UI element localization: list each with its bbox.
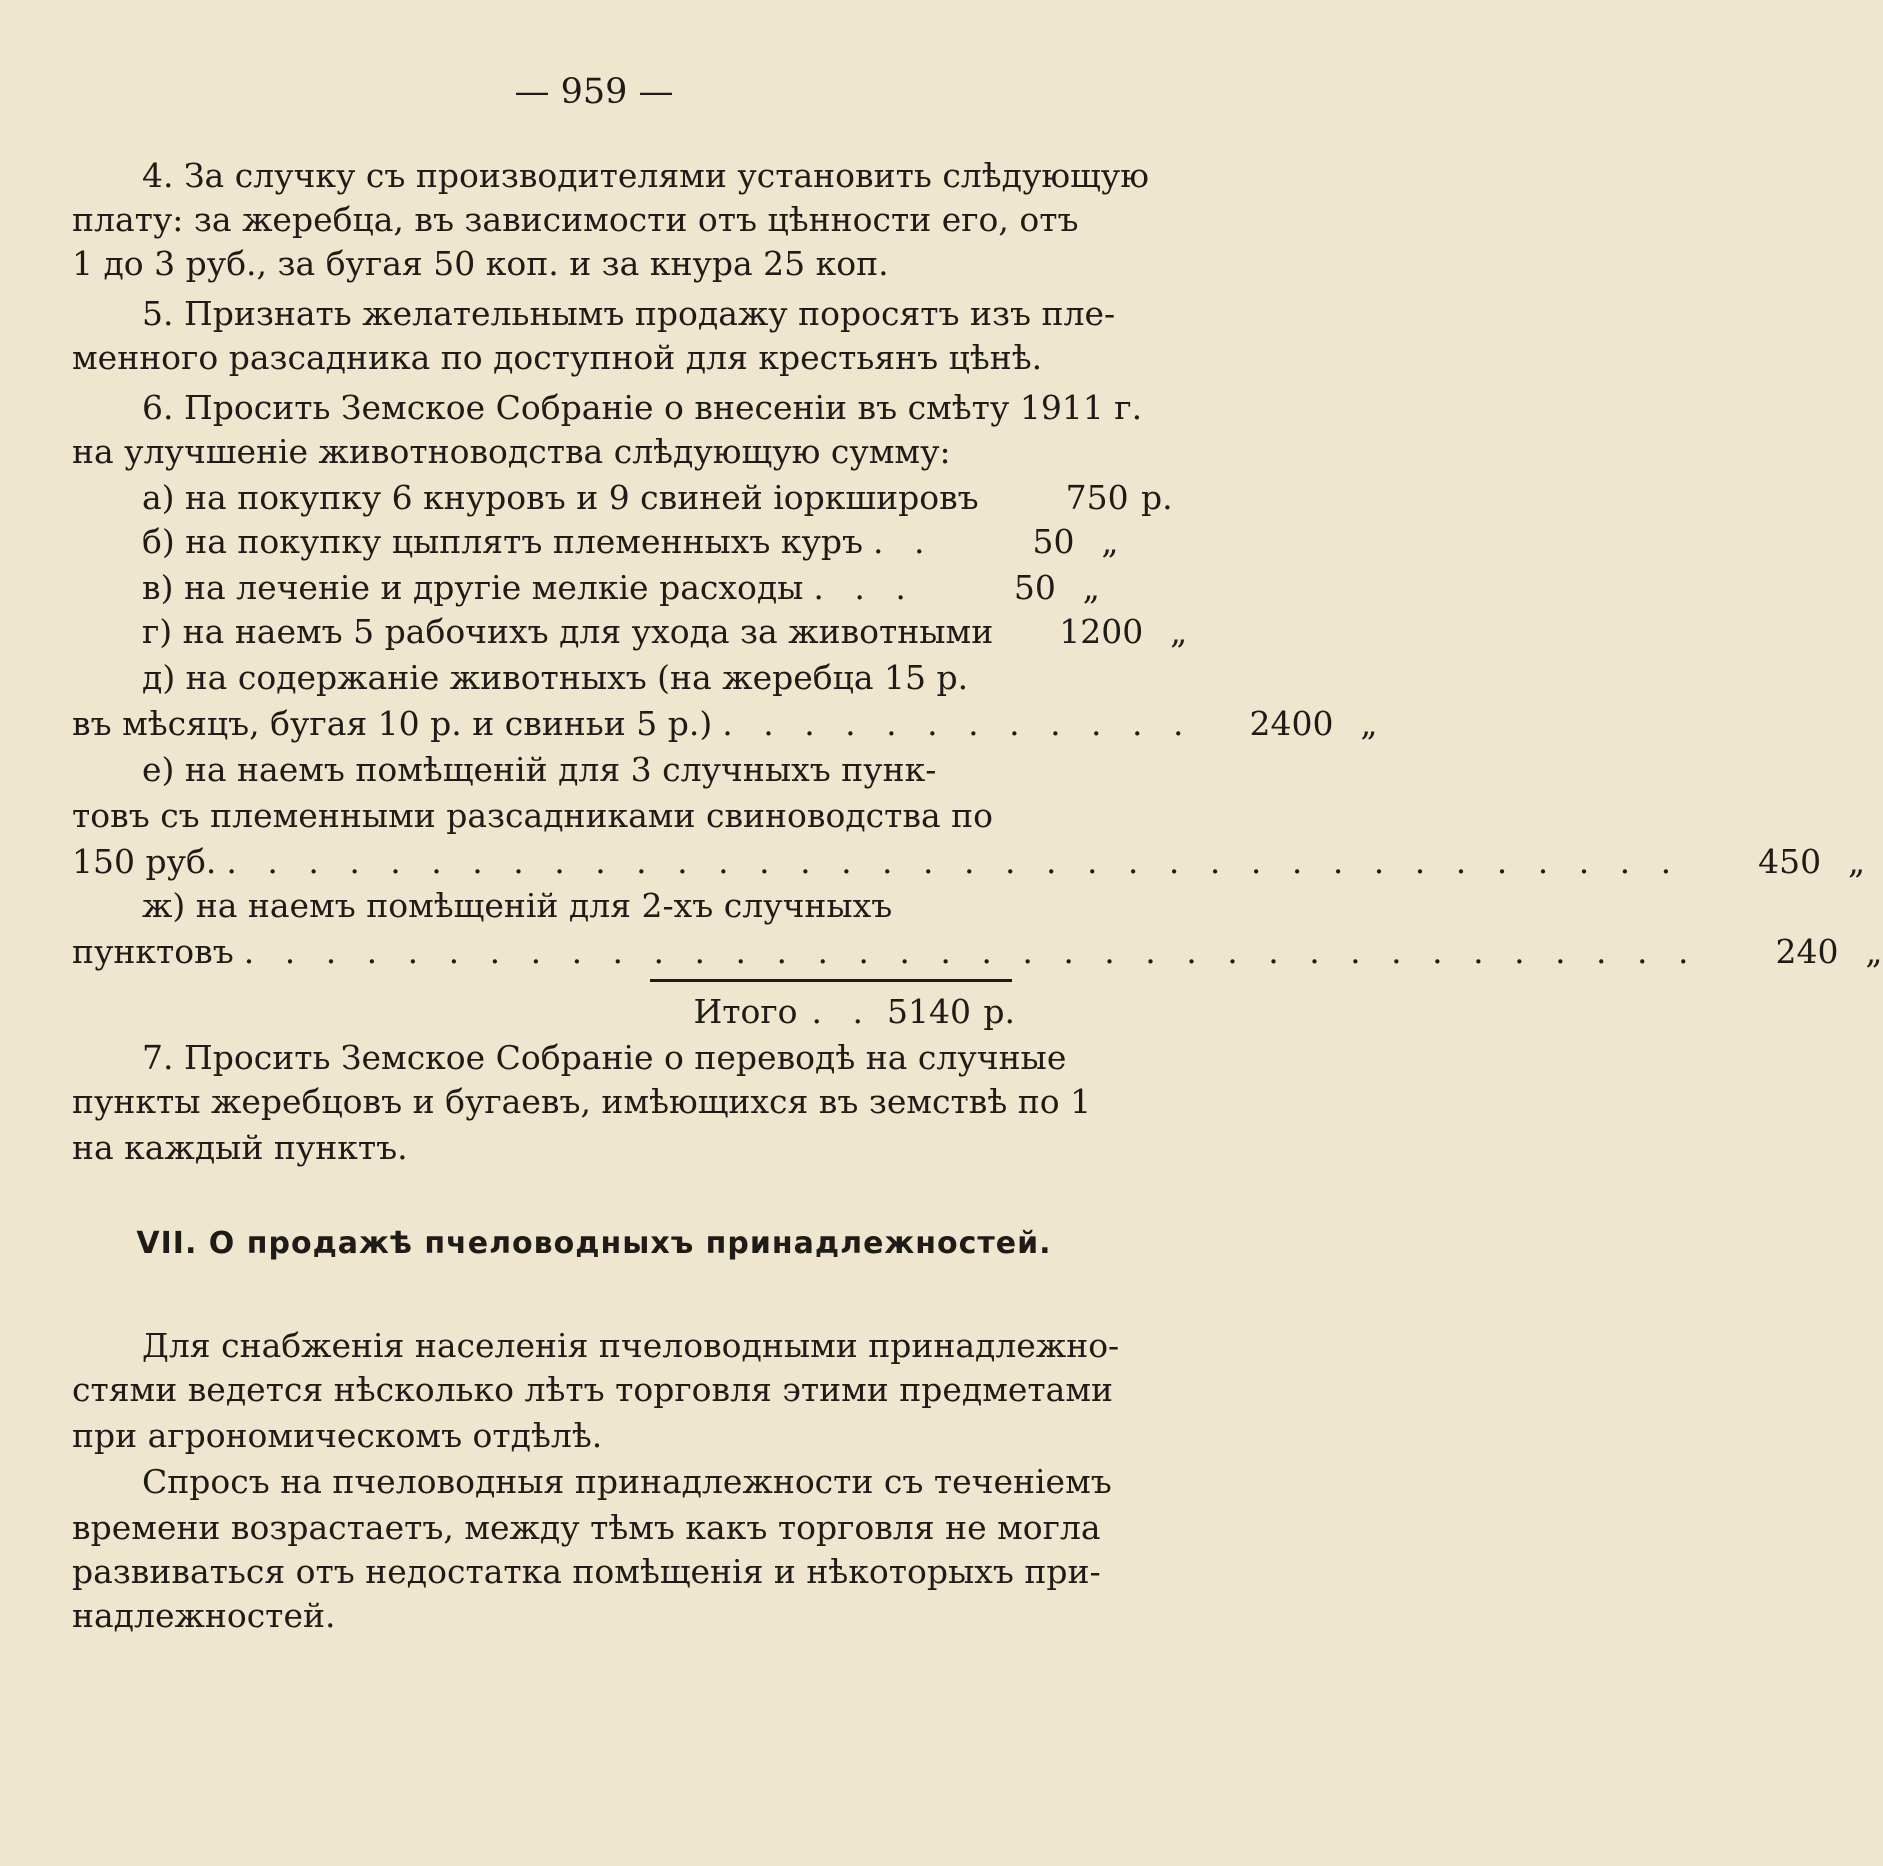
para4-line-1: 4. За случку съ производителями установить слѣдующую [142,156,1149,195]
para9-line-2: времени возрастаетъ, между тѣмъ какъ торговля не могла [72,1508,1101,1547]
page-number: — 959 — [514,72,674,112]
budget-item-unit: р. [1141,478,1173,517]
budget-item-label: въ мѣсяцъ, бугая 10 р. и свиньи 5 р.) [72,704,713,743]
para9-line-4: надлежностей. [72,1596,336,1635]
section-heading: VII. О продажѣ пчеловодныхъ принадлежностей. [136,1226,1052,1261]
para5-line-1: 5. Признать желательнымъ продажу поросятъ изъ пле- [142,294,1116,333]
budget-item-amount: 450 [1758,842,1822,881]
para5-line-2: менного разсадника по доступной для крестьянъ цѣнѣ. [72,338,1043,377]
budget-item-label: б) на покупку цыплятъ племенныхъ куръ [142,522,864,561]
para8-line-2: стями ведется нѣсколько лѣтъ торговля этими предметами [72,1370,1113,1409]
para9-line-3: развиваться отъ недостатка помѣщенія и нѣкоторыхъ при- [72,1552,1101,1591]
budget-item-label: а) на покупку 6 кнуровъ и 9 свиней іоркшировъ [142,478,979,517]
budget-item-amount: 50 [1032,522,1075,561]
total-unit: р. [983,992,1015,1031]
budget-item-amount: 2400 [1249,704,1334,743]
para7-line-3: на каждый пунктъ. [72,1128,408,1167]
para9-line-1: Спросъ на пчеловодныя принадлежности съ теченіемъ [142,1462,1112,1501]
budget-total: Итого . . 5140 р. [650,990,1015,1034]
para8-line-1: Для снабженія населенія пчеловодными принадлежно- [142,1326,1120,1365]
budget-item-label: 150 руб. [72,842,217,881]
budget-item-e-line-1: е) на наемъ помѣщеній для 3 случныхъ пунк- [142,750,937,789]
budget-item-unit: „ [1360,704,1378,743]
budget-item-e: 150 руб. . . . . . . . . . . . . . . . . . . . . . . . . . . . . . . . . . . . . 450 „ [72,840,1015,884]
total-label: Итого [693,992,798,1031]
budget-item-unit: „ [1101,522,1119,561]
budget-item-a [72,476,1173,520]
budget-item-unit: „ [1170,612,1188,651]
budget-item-label: г) на наемъ 5 рабочихъ для ухода за животными [142,612,994,651]
budget-item-unit: „ [1082,568,1100,607]
budget-item-unit: „ [1848,842,1866,881]
budget-item-amount: 1200 [1059,612,1144,651]
total-amount: 5140 [887,992,971,1031]
budget-item-label: в) на леченіе и другіе мелкіе расходы [142,568,804,607]
budget-item-g [72,610,1188,654]
total-rule [650,979,1012,982]
budget-item-e-line-2: товъ съ племенными разсадниками свиноводства по [72,796,993,835]
para8-line-3: при агрономическомъ отдѣлѣ. [72,1416,603,1455]
para7-line-2: пункты жеребцовъ и бугаевъ, имѣющихся въ земствѣ по 1 [72,1082,1092,1121]
budget-item-unit: „ [1865,932,1883,971]
para4-line-3: 1 до 3 руб., за бугая 50 коп. и за кнура 25 коп. [72,244,889,283]
para6-line-2: на улучшеніе животноводства слѣдующую сумму: [72,432,951,471]
budget-item-v: в) на леченіе и другіе мелкіе расходы . . . 50 „ [72,566,1015,610]
budget-item-zh-line-1: ж) на наемъ помѣщеній для 2-хъ случныхъ [142,886,893,925]
para4-line-2: плату: за жеребца, въ зависимости отъ цѣнности его, отъ [72,200,1079,239]
budget-item-zh: пунктовъ . . . . . . . . . . . . . . . . . . . . . . . . . . . . . . . . . . . . 240 „ [72,930,1015,974]
para7-line-1: 7. Просить Земское Собраніе о переводѣ на случные [142,1038,1067,1077]
budget-item-amount: 240 [1775,932,1839,971]
budget-item-d-line-1: д) на содержаніе животныхъ (на жеребца 15 р. [142,658,969,697]
budget-item-amount: 50 [1013,568,1056,607]
para6-line-1: 6. Просить Земское Собраніе о внесеніи въ смѣту 1911 г. [142,388,1143,427]
budget-item-d: въ мѣсяцъ, бугая 10 р. и свиньи 5 р.) . . . . . . . . . . . . 2400 „ [72,702,1015,746]
budget-item-amount: 750 [1065,478,1129,517]
budget-item-label: пунктовъ [72,932,234,971]
budget-item-b: б) на покупку цыплятъ племенныхъ куръ . . 50 „ [72,520,1015,564]
